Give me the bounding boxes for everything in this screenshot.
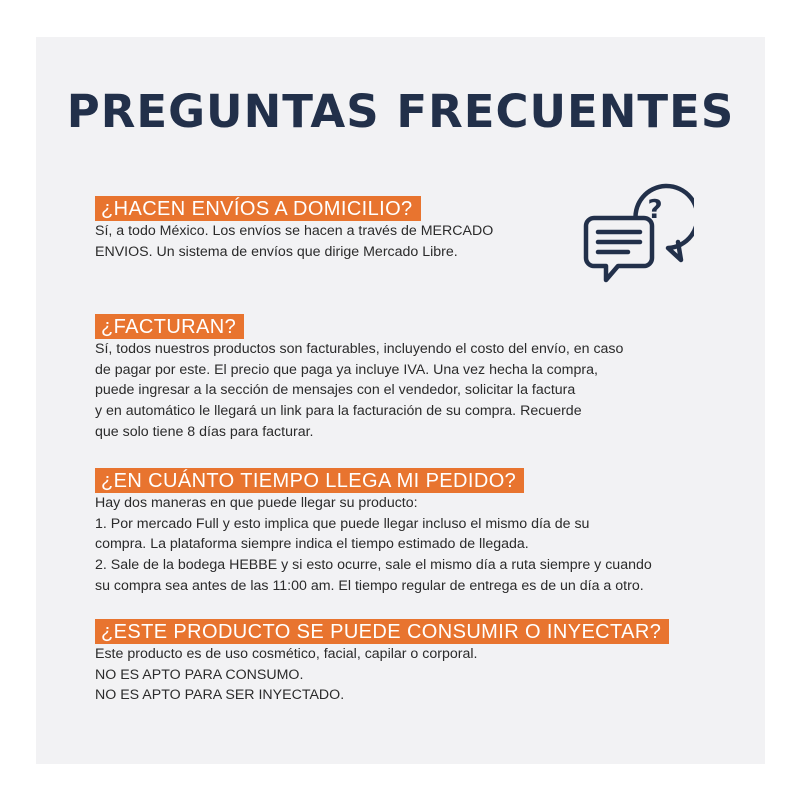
faq-answer: [95, 644, 669, 706]
faq-item-envios: [95, 196, 493, 262]
faq-answer-line: Hay dos maneras en que puede llegar su producto:: [95, 495, 418, 511]
faq-answer-line: que solo tiene 8 días para facturar.: [95, 423, 314, 440]
faq-answer-line: Este producto es de uso cosmético, facial, capilar o corporal.: [95, 646, 478, 662]
faq-answer-line: y en automático le llegará un link para la facturación de su compra. Recuerde: [95, 403, 582, 420]
faq-answer-line: 2. Sale de la bodega HEBBE y si esto ocurre, sale el mismo día a ruta siempre y cuando: [95, 557, 652, 574]
faq-answer-line: ENVIOS. Un sistema de envíos que dirige Mercado Libre.: [95, 243, 458, 260]
page-title: PREGUNTAS FRECUENTES: [66, 85, 735, 138]
faq-answer-line: puede ingresar a la sección de mensajes con el vendedor, solicitar la factura: [95, 382, 576, 399]
faq-answer-line: compra. La plataforma siempre indica el tiempo estimado de llegada.: [95, 536, 529, 553]
faq-question: ¿HACEN ENVÍOS A DOMICILIO?: [95, 196, 421, 221]
faq-question: ¿FACTURAN?: [95, 314, 244, 339]
faq-answer-line: NO ES APTO PARA CONSUMO.: [95, 666, 304, 683]
faq-item-consumo: [95, 619, 669, 706]
faq-answer-line: de pagar por este. El precio que paga ya incluye IVA. Una vez hecha la compra,: [95, 361, 598, 378]
faq-answer: [95, 221, 493, 262]
faq-answer-line: NO ES APTO PARA SER INYECTADO.: [95, 687, 345, 704]
faq-answer-line: 1. Por mercado Full y esto implica que puede llegar incluso el mismo día de su: [95, 515, 590, 532]
faq-answer-line: Sí, a todo México. Los envíos se hacen a través de MERCADO: [95, 223, 494, 239]
faq-answer: [95, 493, 652, 597]
faq-card: [36, 37, 765, 764]
faq-answer-line: Sí, todos nuestros productos son facturables, incluyendo el costo del envío, en caso: [95, 341, 624, 357]
faq-item-tiempo-entrega: [95, 468, 652, 597]
faq-answer-line: su compra sea antes de las 11:00 am. El tiempo regular de entrega es de un día a otro.: [95, 577, 644, 594]
chat-question-icon: [582, 176, 694, 292]
faq-item-facturan: [95, 314, 623, 443]
faq-question: ¿EN CUÁNTO TIEMPO LLEGA MI PEDIDO?: [95, 468, 524, 493]
faq-answer: [95, 339, 623, 443]
faq-question: ¿ESTE PRODUCTO SE PUEDE CONSUMIR O INYECTAR?: [95, 619, 669, 644]
svg-text:?: ?: [647, 195, 663, 225]
